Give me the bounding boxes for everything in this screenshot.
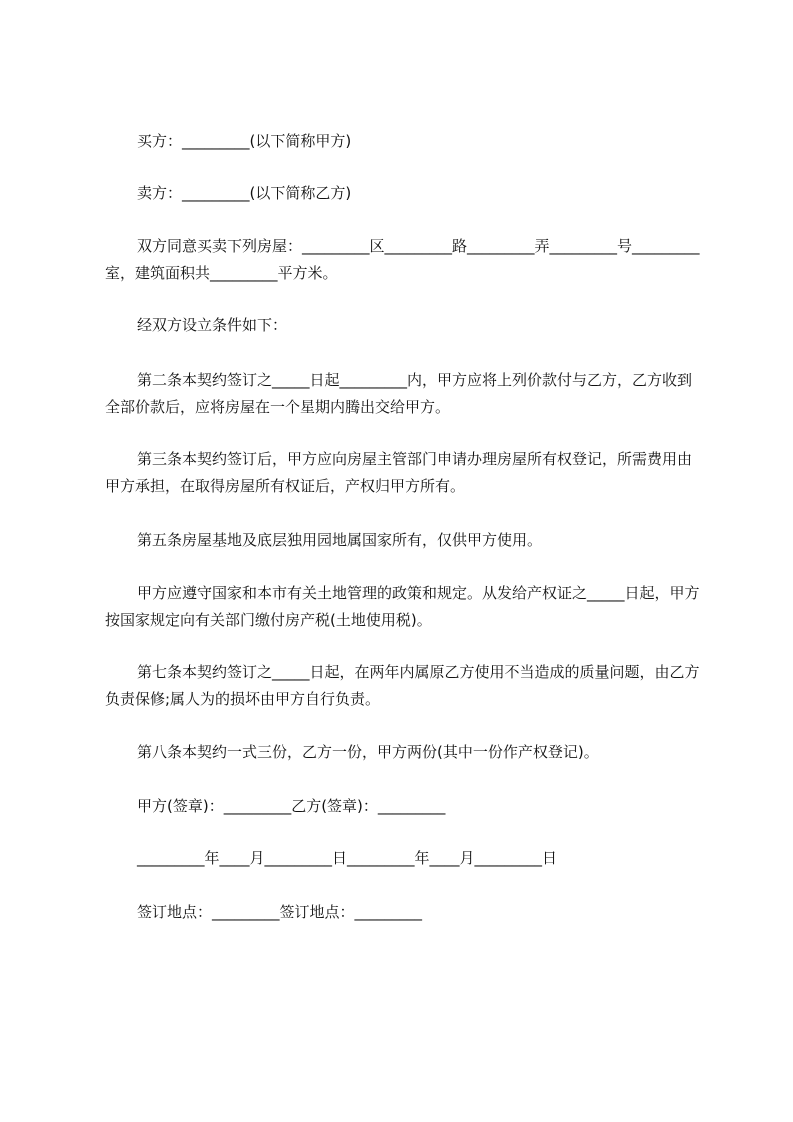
signature-line: 甲方(签章)：_________乙方(签章)：_________ [137, 797, 446, 815]
property-description: 双方同意买卖下列房屋：_________区_________路_________弄_________号_________室，建筑面积共_________平方米。 [105, 237, 700, 282]
article-3: 第三条本契约签订后，甲方应向房屋主管部门申请办理房屋所有权登记，所需费用由甲方承担，在取得房屋所有权证后，产权归甲方所有。 [105, 450, 693, 495]
article-7: 第七条本契约签订之_____日起，在两年内属原乙方使用不当造成的质量问题，由乙方负责保修;属人为的损坏由甲方自行负责。 [105, 663, 700, 708]
article-8: 第八条本契约一式三份，乙方一份，甲方两份(其中一份作产权登记)。 [137, 743, 599, 761]
seller-line: 卖方：_________(以下简称乙方) [137, 184, 352, 202]
land-tax-clause: 甲方应遵守国家和本市有关土地管理的政策和规定。从发给产权证之_____日起，甲方按国家规定向有关部门缴付房产税(土地使用税)。 [105, 584, 700, 629]
buyer-line: 买方：_________(以下简称甲方) [137, 132, 352, 150]
article-2: 第二条本契约签订之_____日起_________内，甲方应将上列价款付与乙方，乙方收到全部价款后，应将房屋在一个星期内腾出交给甲方。 [105, 371, 693, 416]
signing-place-line: 签订地点：_________签订地点：_________ [137, 903, 423, 921]
article-5: 第五条房屋基地及底层独用园地属国家所有，仅供甲方使用。 [137, 531, 543, 549]
conditions-intro: 经双方设立条件如下： [137, 316, 288, 334]
date-line: _________年____月_________日_________年____月_________日 [137, 849, 558, 867]
